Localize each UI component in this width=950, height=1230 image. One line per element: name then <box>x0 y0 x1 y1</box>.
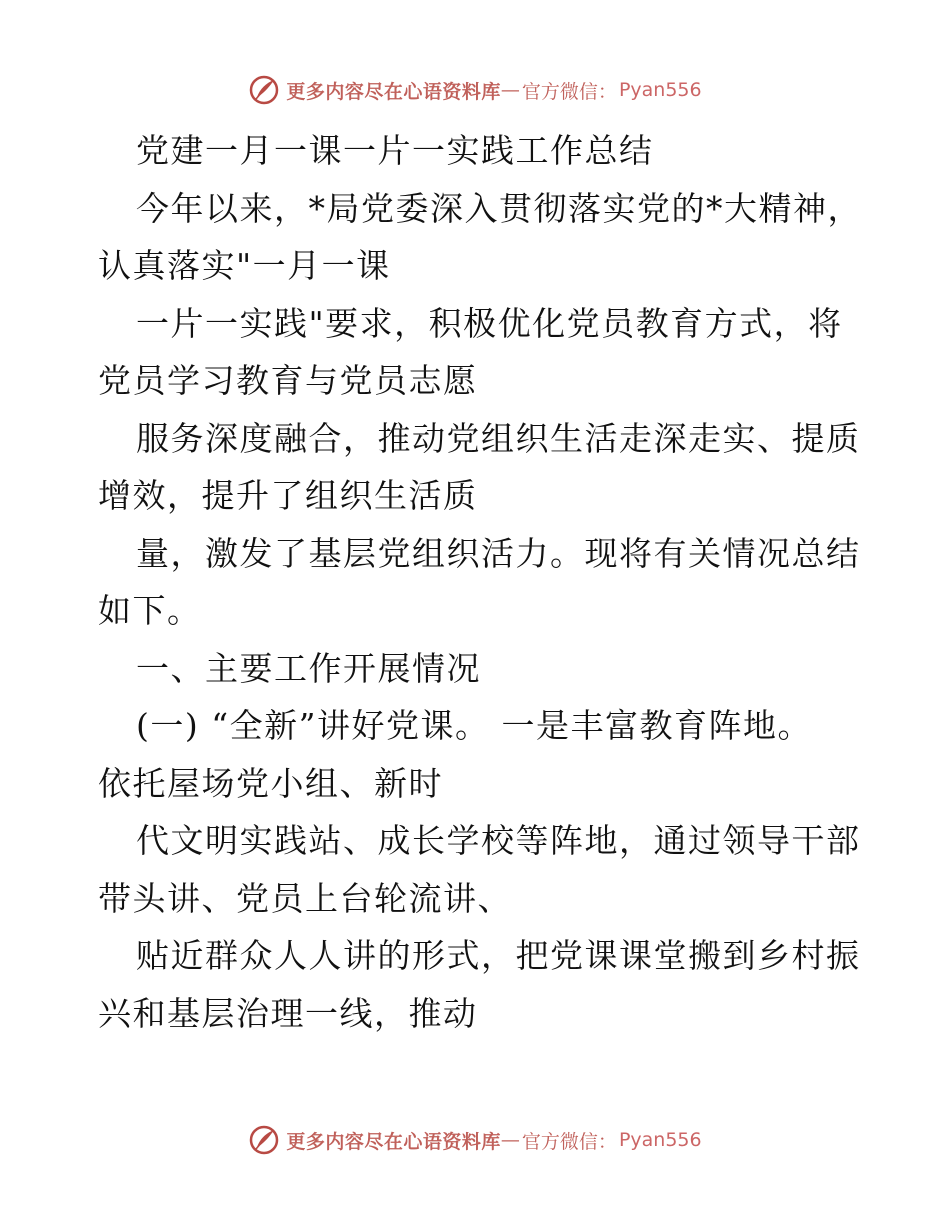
paragraph-line: 代文明实践站、成长学校等阵地，通过领导干部 <box>136 821 861 860</box>
circle-feather-logo-icon <box>248 1124 280 1156</box>
paragraph-line: 兴和基层治理一线，推动 <box>98 993 478 1033</box>
section-heading: 一、主要工作开展情况 <box>136 648 481 688</box>
watermark-label: 官方微信： <box>521 1130 617 1153</box>
circle-feather-logo-icon <box>248 74 280 106</box>
watermark-separator: — <box>500 1129 520 1151</box>
footer-watermark <box>0 1120 950 1160</box>
watermark-main-text: 更多内容尽在心语资料库 <box>286 1130 501 1153</box>
paragraph-line: 贴近群众人人讲的形式，把党课课堂搬到乡村振 <box>136 936 861 975</box>
paragraph-line: 认真落实"一月一课 <box>98 246 391 285</box>
paragraph-line: 今年以来，*局党委深入贯彻落实党的*大精神， <box>136 188 862 228</box>
watermark-account: Pyan556 <box>618 1129 702 1151</box>
paragraph-line: 服务深度融合，推动党组织生活走深走实、提质 <box>136 418 861 458</box>
watermark-separator: — <box>500 79 520 101</box>
subsection-heading: (一) “全新”讲好党课。 一是丰富教育阵地。 <box>136 706 812 745</box>
paragraph-line: 依托屋场党小组、新时 <box>98 763 443 803</box>
paragraph-line: 如下。 <box>98 591 202 630</box>
paragraph-line: 一片一实践"要求，积极优化党员教育方式，将 <box>136 303 843 343</box>
document-title: 党建一月一课一片一实践工作总结 <box>136 131 654 170</box>
document-body <box>98 122 862 1042</box>
paragraph-line: 党员学习教育与党员志愿 <box>98 361 478 400</box>
paragraph-line: 量，激发了基层党组织活力。现将有关情况总结 <box>136 533 861 573</box>
watermark-label: 官方微信： <box>521 80 617 103</box>
paragraph-line: 带头讲、党员上台轮流讲、 <box>98 878 512 918</box>
header-watermark <box>0 70 950 110</box>
paragraph-line: 增效，提升了组织生活质 <box>98 476 478 515</box>
watermark-main-text: 更多内容尽在心语资料库 <box>286 80 501 103</box>
watermark-account: Pyan556 <box>618 79 702 101</box>
